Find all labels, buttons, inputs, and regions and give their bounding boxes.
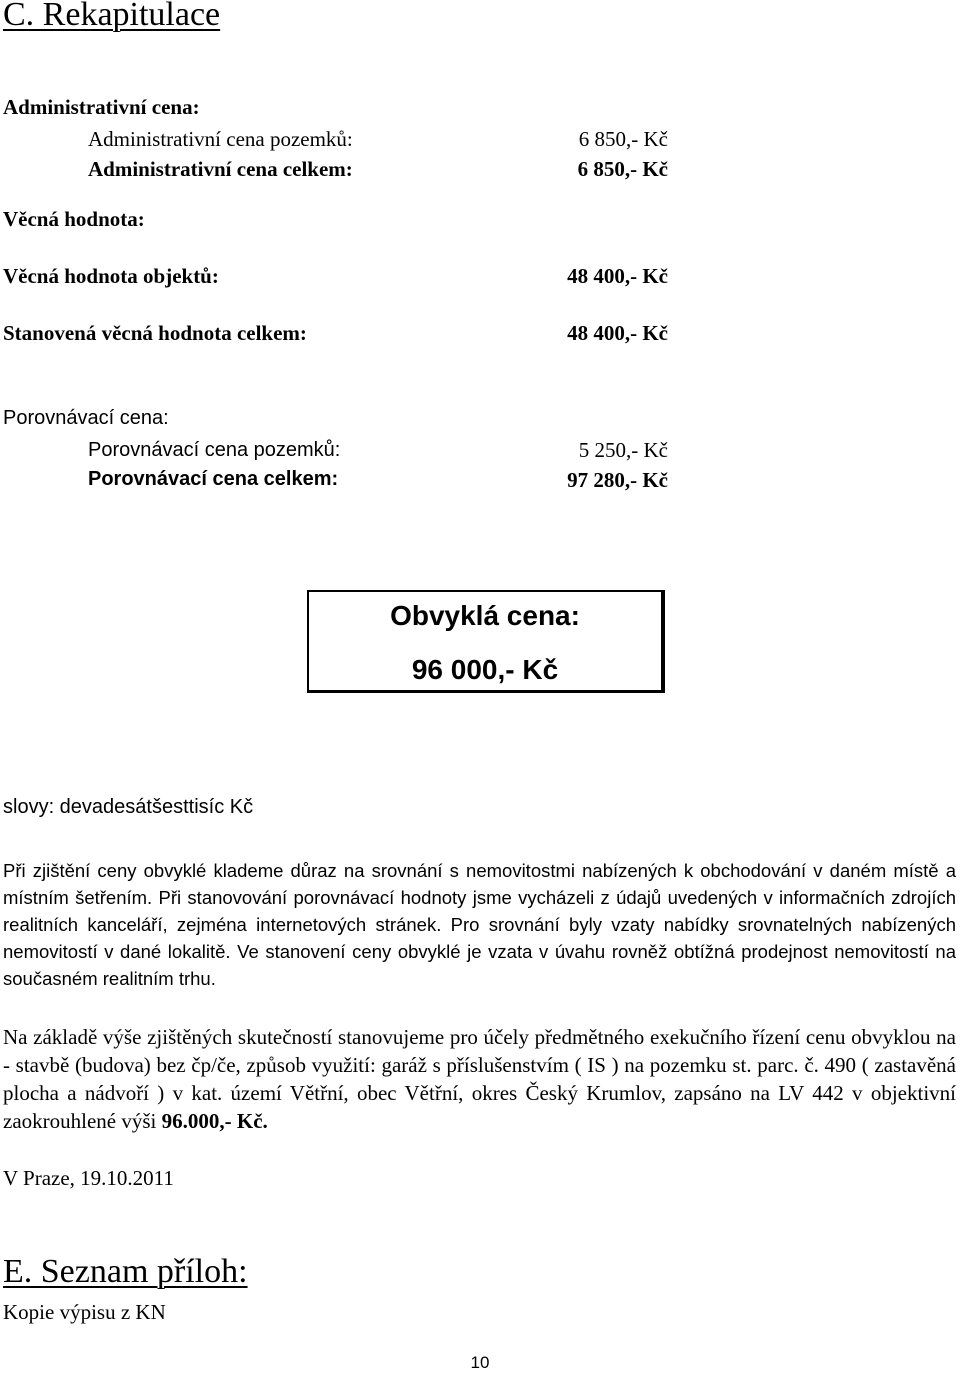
conclusion-paragraph <box>3 1023 956 1135</box>
page-number: 10 <box>470 1353 490 1372</box>
material-objects-value: 48 400,- Kč <box>567 264 668 288</box>
material-total-value: 48 400,- Kč <box>567 321 668 345</box>
material-section-heading: Věcná hodnota: <box>3 207 145 231</box>
admin-total-label: Administrativní cena celkem: <box>88 157 353 181</box>
comparative-section-heading: Porovnávací cena: <box>3 407 169 429</box>
admin-land-value: 6 850,- Kč <box>578 127 668 151</box>
usual-price-box <box>307 590 665 693</box>
comparative-land-label: Porovnávací cena pozemků: <box>88 439 341 461</box>
attachments-heading: E. Seznam příloh: <box>3 1253 248 1290</box>
usual-price-value: 96 000,- Kč <box>411 654 559 685</box>
material-objects-label: Věcná hodnota objektů: <box>3 264 219 288</box>
comparative-land-value: 5 250,- Kč <box>578 438 668 462</box>
page-title: C. Rekapitulace <box>3 0 221 33</box>
material-total-label: Stanovená věcná hodnota celkem: <box>3 321 307 345</box>
comparative-total-value: 97 280,- Kč <box>567 468 668 492</box>
admin-total-value: 6 850,- Kč <box>577 157 668 181</box>
attachment-item: Kopie výpisu z KN <box>3 1300 166 1324</box>
admin-section-heading: Administrativní cena: <box>3 95 200 119</box>
conclusion-text: Na základě výše zjištěných skutečností stanovujeme pro účely předmětného exekučního řízení cenu obvyklou na - stavbě (budova) bez čp/če, způsob využití: garáž s příslušenstvím ( IS ) na pozemku st. parc. č. 490 ( zastavěná plocha a nádvoří ) v kat. území Větřní, obec Větřní, okres Český Krumlov, zapsáno na LV 442 v objektivní zaokrouhlené výši <box>3 1025 956 1133</box>
comparative-total-label: Porovnávací cena celkem: <box>88 468 339 490</box>
admin-land-label: Administrativní cena pozemků: <box>88 127 353 151</box>
usual-price-title: Obvyklá cena: <box>390 600 580 631</box>
price-in-words: slovy: devadesátšesttisíc Kč <box>3 796 254 818</box>
place-date: V Praze, 19.10.2011 <box>3 1166 174 1190</box>
justification-paragraph: Při zjištění ceny obvyklé klademe důraz na srovnání s nemovitostmi nabízených k obchodování v daném místě a místním šetřením. Při stanovování porovnávací hodnoty jsme vycházeli z údajů uvedených v informačních zdrojích realitních kanceláří, zejména internetových stránek. Pro srovnání byly vzaty nabídky srovnatelných nabízených nemovitostí v dané lokalitě. Ve stanovení ceny obvyklé je vzata v úvahu rovněž obtížná prodejnost nemovitostí na současném realitním trhu. <box>3 860 956 989</box>
conclusion-amount: 96.000,- Kč. <box>161 1109 268 1133</box>
